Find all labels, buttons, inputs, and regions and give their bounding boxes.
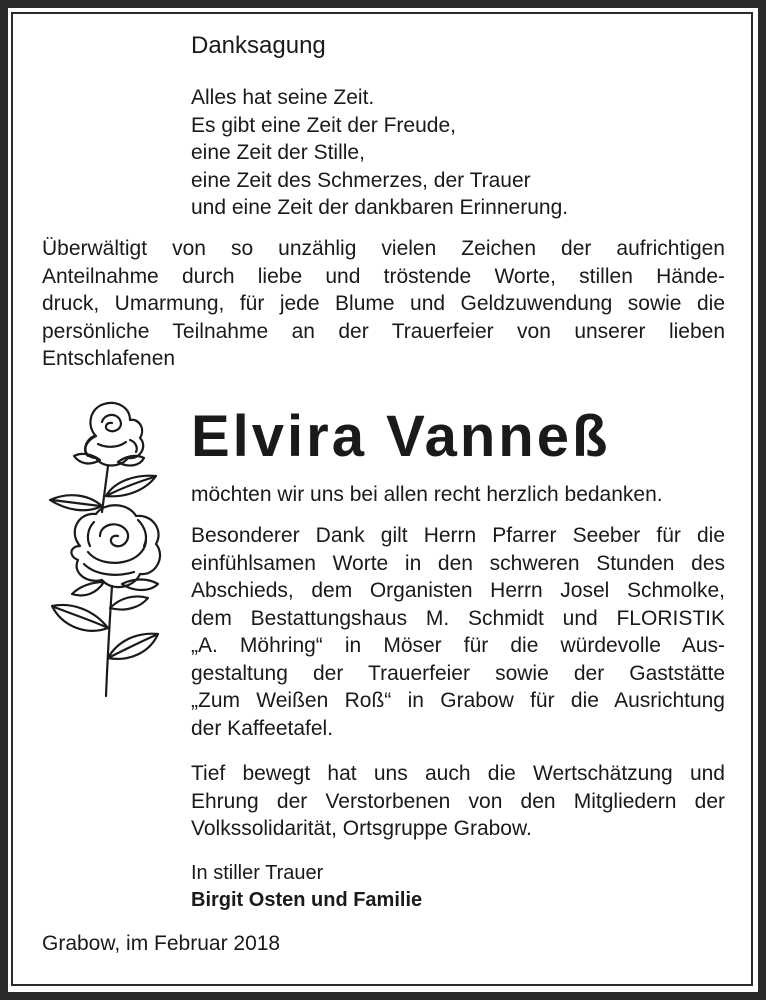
signature-names: Birgit Osten und Familie xyxy=(191,889,423,911)
place-date: Grabow, im Februar 2018 xyxy=(42,932,281,955)
thanks-line: möchten wir uns bei allen recht herzlich bedanken. xyxy=(191,483,663,506)
paragraph-line: gestaltung der Trauerfeier sowie der Gaststätte xyxy=(191,661,725,685)
paragraph-line: einfühlsamen Worte in den schweren Stunden des xyxy=(191,551,725,575)
poem xyxy=(191,84,691,222)
intro-line: persönliche Teilnahme an der Trauerfeier von unserer lieben xyxy=(42,319,725,343)
paragraph-line: dem Bestattungshaus M. Schmidt und FLORISTIK xyxy=(191,606,725,630)
poem-line: Es gibt eine Zeit der Freude, xyxy=(191,113,456,137)
paragraph-line: der Kaffeetafel. xyxy=(191,716,334,740)
intro-line: Überwältigt von so unzählig vielen Zeichen der aufrichtigen xyxy=(42,237,725,260)
paragraph-line: Abschieds, dem Organisten Herrn Josel Schmolke, xyxy=(191,579,725,602)
appreciation-paragraph xyxy=(191,760,725,843)
paragraph-line: „A. Möhring“ in Möser für die würdevolle Aus- xyxy=(191,634,725,657)
poem-line: und eine Zeit der dankbaren Erinnerung. xyxy=(191,196,569,219)
poem-line: eine Zeit des Schmerzes, der Trauer xyxy=(191,168,531,192)
rose-icon xyxy=(38,396,178,706)
intro-line: Entschlafenen xyxy=(42,347,176,370)
signature-intro: In stiller Trauer xyxy=(191,862,324,884)
intro-line: Anteilnahme durch liebe und tröstende Worte, stillen Hände- xyxy=(42,264,725,288)
intro-line: druck, Umarmung, für jede Blume und Geldzuwendung sowie die xyxy=(42,292,725,315)
poem-line: eine Zeit der Stille, xyxy=(191,141,365,164)
paragraph-line: Besonderer Dank gilt Herrn Pfarrer Seeber für die xyxy=(191,524,725,547)
paragraph-line: Volkssolidarität, Ortsgruppe Grabow. xyxy=(191,817,532,840)
notice-title: Danksagung xyxy=(191,32,326,59)
deceased-name: Elvira Vanneß xyxy=(191,404,611,469)
paragraph-line: Ehrung der Verstorbenen von den Mitgliedern der xyxy=(191,789,725,813)
paragraph-line: Tief bewegt hat uns auch die Wertschätzung und xyxy=(191,762,725,785)
thanks-paragraph xyxy=(191,522,725,742)
intro-paragraph xyxy=(42,235,725,373)
paragraph-line: „Zum Weißen Roß“ in Grabow für die Ausrichtung xyxy=(191,689,725,712)
poem-line: Alles hat seine Zeit. xyxy=(191,86,375,109)
